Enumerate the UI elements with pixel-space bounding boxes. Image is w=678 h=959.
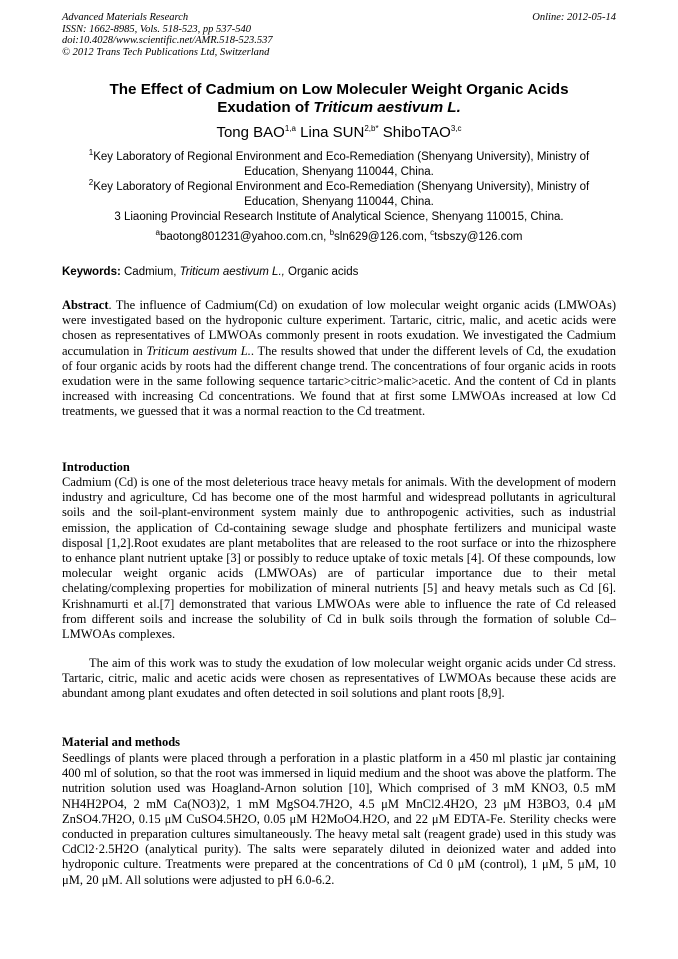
section-heading: Introduction [62,460,130,474]
title-line-2 [62,99,616,117]
paper-title [62,81,616,117]
paragraph: The aim of this work was to study the exudation of low molecular weight organic acids under Cd stress. Tartaric, citric, malic and acetic acids were chosen as representatives of LWMOAs because these acids are abundant among plant exudates and often detected in soil solutions and plant roots [8,9]. [62,656,616,701]
email-link[interactable]: sln629@126.com, [334,231,427,243]
affiliation [62,150,616,180]
section-heading: Material and methods [62,735,181,749]
email-sup: c [430,228,435,238]
author-sup: 2,b* [364,124,379,133]
affiliation-sup: 2 [88,178,94,188]
affiliation-sup: 1 [88,148,94,158]
author-list [62,123,616,143]
affiliation-text: Key Laboratory of Regional Environment and Eco-Remediation (Shenyang University), Ministry of Education, Shenyang 110044, China. [93,181,590,208]
abstract-species: Triticum aestivum L. [146,343,251,358]
journal-doi: doi:10.4028/www.scientific.net/AMR.518-523.537 [62,35,273,46]
affiliation [62,180,616,210]
journal-header [62,12,616,58]
journal-issn: ISSN: 1662-8985, Vols. 518-523, pp 537-540 [62,23,251,35]
author-name: Tong BAO [216,124,285,141]
journal-name: Advanced Materials Research [62,12,189,23]
email-sup: b [329,228,335,238]
email-link[interactable]: baotong801231@yahoo.com.cn, [159,231,327,243]
author-name: Lina SUN [300,124,365,141]
email-sup: a [155,228,160,238]
email-link[interactable]: tsbszy@126.com [434,231,523,243]
author-sup: 3,c [450,124,462,133]
abstract-text: . The influence of Cadmium(Cd) on exudation of low molecular weight organic acids (LMWOAs) were investigated based on the hydroponic culture experiment. Tartaric, citric, malic, and acetic acids were chosen as representatives of LMWOAs commonly present in roots exudation. We investigated the Cadmium accumulation in [62,298,616,358]
author-name: ShiboTAO [382,124,451,141]
title-species: Triticum aestivum L. [313,99,461,116]
affiliation-text: 3 Liaoning Provincial Research Institute of Analytical Science, Shenyang 110015, China. [114,211,564,223]
keywords [62,265,616,280]
paragraph: Seedlings of plants were placed through a perforation in a plastic platform in a 450 ml plastic jar containing 400 ml of solution, so that the root was immersed in liquid medium and the shoot was above the platform. The nutrition solution used was Hoagland-Arnon solution [10], Which comprised of 3 mM KNO3, 0.5 mM NH4H2PO4, 2 mM Ca(NO3)2, 1 mM MgSO4.7H2O, 4.5 μM MnCl2.4H2O, 23 μM H3BO3, 0.4 μM ZnSO4.7H2O, 0.15 μM CuSO4.5H2O, 0.05 μM H2MoO4.H2O, and 22 μM EDTA-Fe. Sterility checks were conducted in preparation cultures simultaneously. The heavy metal salt (reagent grade) used in this study was CdCl2·2.5H2O (analytical purity). The salts were separately diluted in deionized water and added into hydroponic culture. Treatments were prepared at the concentrations of Cd 0 μM (control), 1 μM, 5 μM, 10 μM, 20 μM. All solutions were adjusted to pH 6.0-6.2. [62,751,616,887]
paragraph: Cadmium (Cd) is one of the most deleterious trace heavy metals for animals. With the development of modern industry and agriculture, Cd has become one of the most harmful and widespread pollutants in agricultural soils and the soil-plant-environment system mainly due to anthropogenic activities, such as industrial emission, the application of Cd-containing sewage sludge and phosphate fertilizers and municipal waste disposal [1,2].Root exudates are plant metabolites that are released to the root surface or into the rhizosphere to enhance plant nutrient uptake [3] or possibly to reduce uptake of toxic metals [4]. Of these compounds, low molecular weight organic acids (LMWOAs) are of particular importance due to their metal chelating/complexing properties for mobilization of mineral nutrients [5] and heavy metals such as Cd [6]. Krishnamurti et al.[7] demonstrated that various LMWOAs were able to influence the rate of Cd released from different soils and increase the solubility of Cd in bulk soils through the formation of soluble Cd–LMWOAs complexes. [62,475,616,642]
keywords-label: Keywords: [62,266,121,278]
affiliation-text: Key Laboratory of Regional Environment and Eco-Remediation (Shenyang University), Ministry of Education, Shenyang 110044, China. [93,151,590,178]
author-sup: 1,a [284,124,296,133]
email-list [62,230,616,245]
abstract [62,298,616,420]
journal-copyright: © 2012 Trans Tech Publications Ltd, Switzerland [62,46,270,58]
online-date: Online: 2012-05-14 [532,12,616,23]
title-line-1: The Effect of Cadmium on Low Moleculer Weight Organic Acids [109,81,569,98]
keyword: Organic acids [288,266,359,278]
abstract-text: . The results showed that under the different levels of Cd, the exudation of four organic acids by roots had the different change trend. The concentrations of four organic acids in roots exudation were in the same following sequence tartaric>citric>malic>acetic. And the content of Cd in plants increased with increasing Cd concentrations. We found that at first some LMWOAs increased at low Cd treatments, we guessed that it was a normal reaction to the Cd treatment. [62,343,616,419]
title-prefix: Exudation of [217,99,314,116]
keyword: Cadmium, [124,266,177,278]
affiliation [62,210,616,225]
keyword: Triticum aestivum L., [179,266,285,278]
affiliations [62,150,616,225]
abstract-label: Abstract [62,298,109,312]
